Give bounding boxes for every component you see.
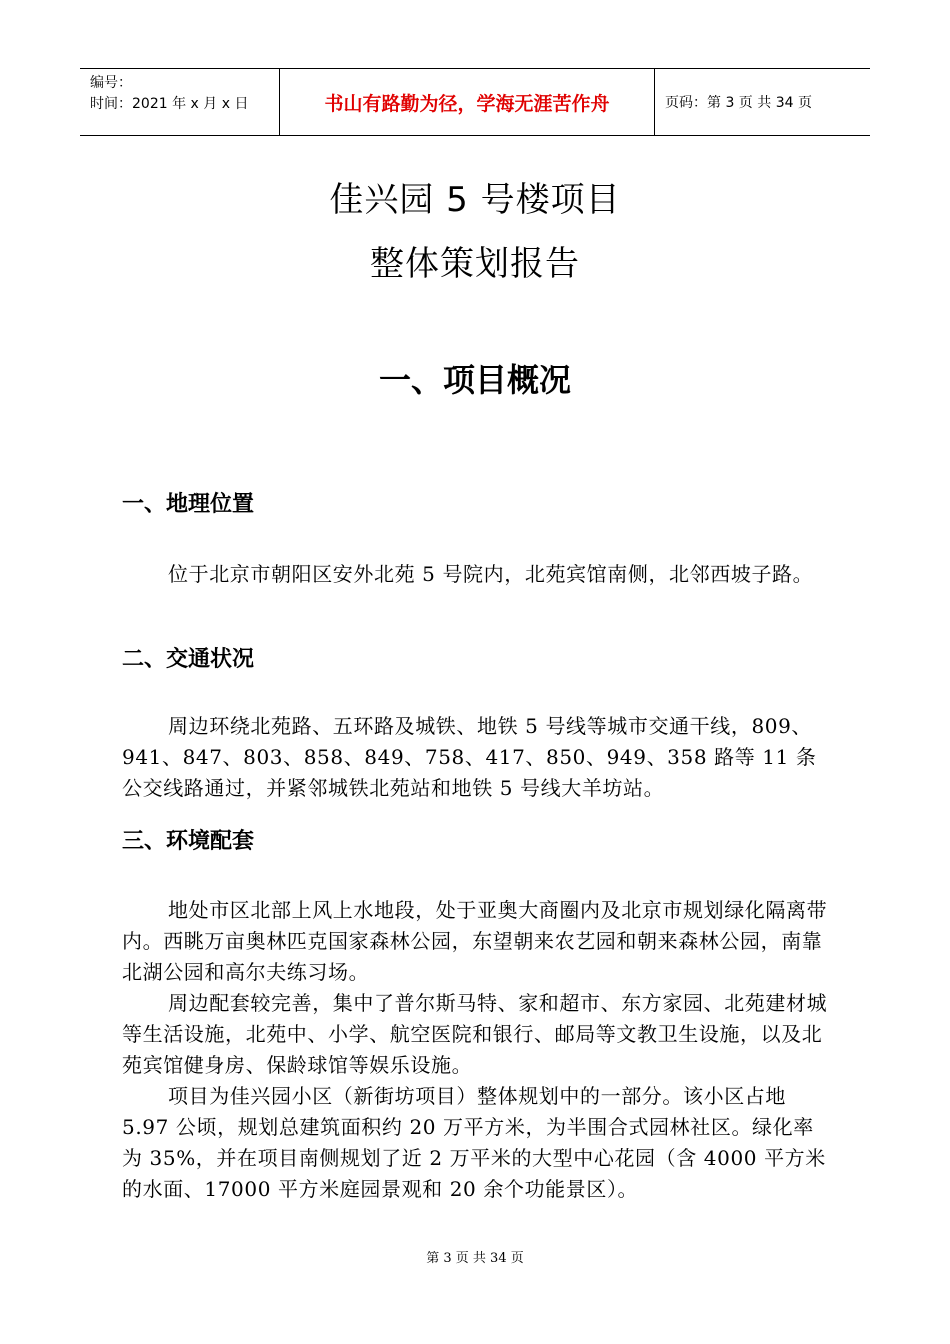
page-footer: 第 3 页 共 34 页 [426,1251,524,1266]
document-title-line2: 整体策划报告 [370,244,580,284]
header-page-info: 页码：第 3 页 共 34 页 [665,95,812,111]
section-heading-traffic: 二、交通状况 [122,647,255,672]
section-paragraph-location: 位于北京市朝阳区安外北苑 5 号院内，北苑宾馆南侧，北邻西坡子路。 [168,562,814,586]
page-header [80,68,870,136]
header-meta [80,69,280,135]
document-title-line1: 佳兴园 5 号楼项目 [329,180,621,220]
section-paragraph-environment-2: 周边配套较完善，集中了普尔斯马特、家和超市、东方家园、北苑建材城等生活设施，北苑中、小学、航空医院和银行、邮局等文教卫生设施，以及北苑宾馆健身房、保龄球馆等娱乐设施。 [122,991,828,1077]
section-paragraph-traffic: 周边环绕北苑路、五环路及城铁、地铁 5 号线等城市交通干线，809、941、847、803、858、849、758、417、850、949、358 路等 11 条公交线路通过，并紧邻城铁北苑站和地铁 5 号线大羊坊站。 [122,714,817,800]
header-time-label: 时间：2021 年 x 月 x 日 [90,96,249,112]
section-paragraph-environment-1: 地处市区北部上风上水地段，处于亚奥大商圈内及北京市规划绿化隔离带内。西眺万亩奥林匹克国家森林公园，东望朝来农艺园和朝来森林公园，南靠北湖公园和高尔夫练习场。 [122,898,828,984]
chapter-heading: 一、项目概况 [378,361,571,399]
section-heading-location: 一、地理位置 [122,492,255,517]
header-number-label: 编号： [90,75,132,91]
section-paragraph-environment-3: 项目为佳兴园小区（新街坊项目）整体规划中的一部分。该小区占地 5.97 公顷，规划总建筑面积约 20 万平方米，为半围合式园林社区。绿化率为 35%，并在项目南侧规划了近 2 万平米的大型中心花园（含 4000 平方米的水面、17000 平方米庭园景观和 20 余个功能景区）。 [122,1084,826,1201]
section-heading-environment: 三、环境配套 [122,829,255,854]
header-motto: 书山有路勤为径，学海无涯苦作舟 [280,69,655,135]
